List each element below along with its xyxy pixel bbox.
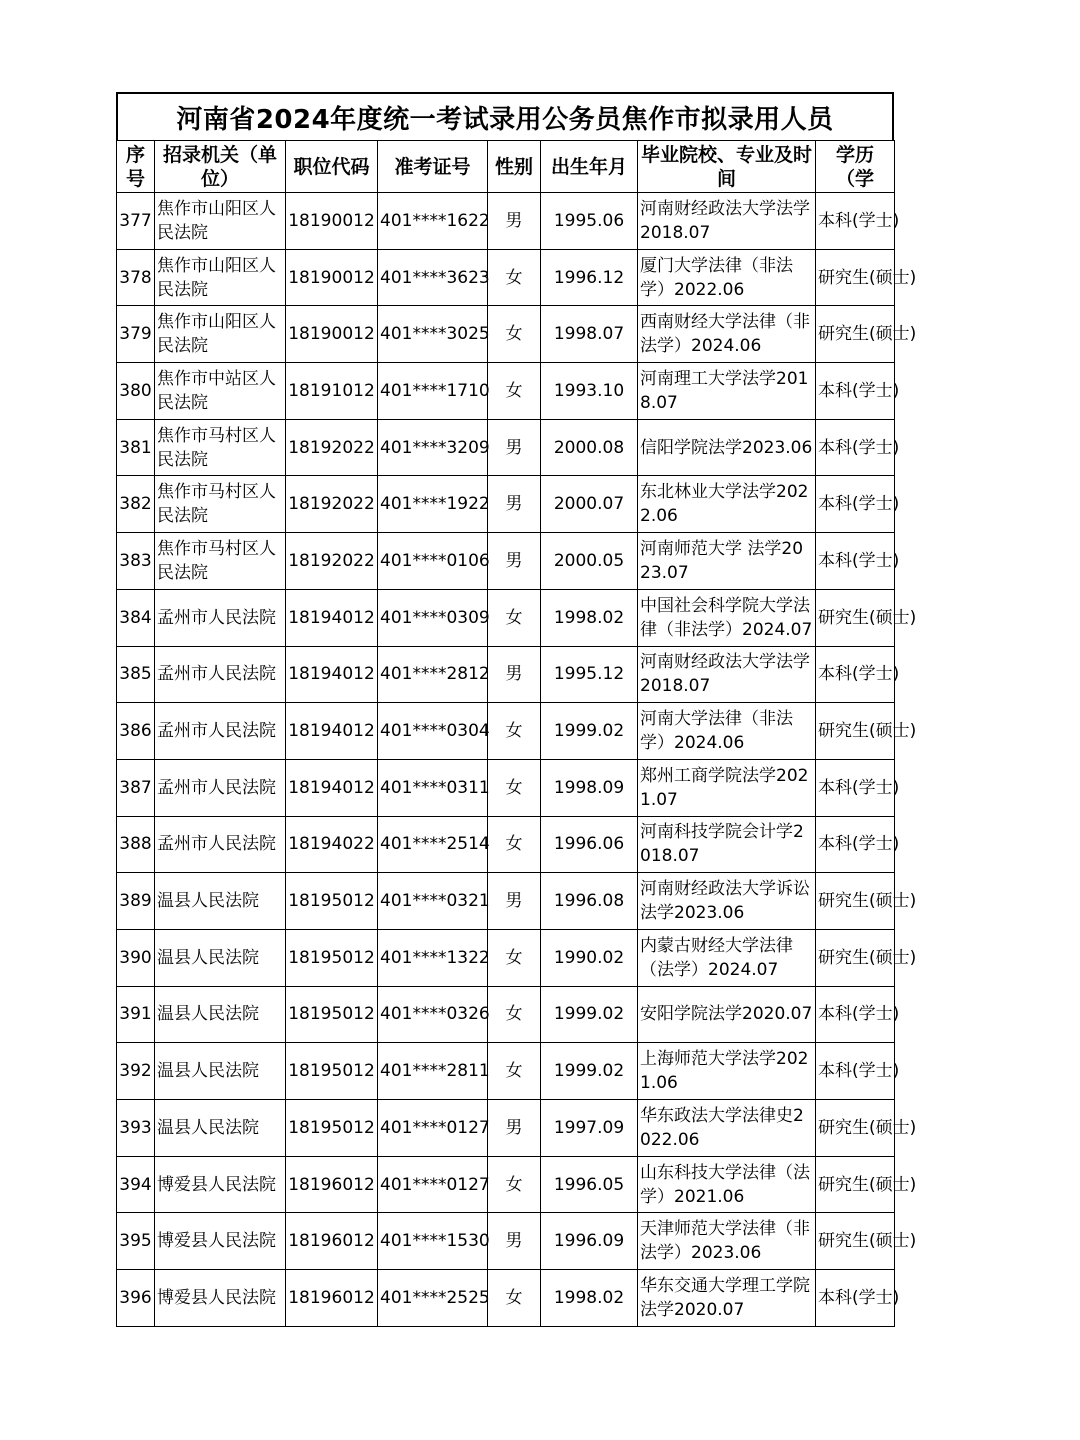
- degree-cell: 本科(学士): [816, 476, 895, 533]
- birth-cell: 1998.02: [541, 589, 638, 646]
- seq-cell: 382: [117, 476, 155, 533]
- gender-cell: 男: [488, 476, 541, 533]
- position-code-cell: 18195012: [286, 986, 378, 1043]
- agency-cell: 温县人民法院: [155, 1100, 286, 1157]
- table-row: [117, 929, 895, 986]
- degree-cell: 本科(学士): [816, 533, 895, 590]
- gender-cell: 女: [488, 589, 541, 646]
- table-row: [117, 1043, 895, 1100]
- table-row: [117, 986, 895, 1043]
- header-degree: 学历（学: [816, 141, 895, 193]
- seq-cell: 395: [117, 1213, 155, 1270]
- seq-cell: 392: [117, 1043, 155, 1100]
- gender-cell: 女: [488, 929, 541, 986]
- position-code-cell: 18196012: [286, 1213, 378, 1270]
- position-code-cell: 18195012: [286, 1043, 378, 1100]
- birth-cell: 1999.02: [541, 1043, 638, 1100]
- degree-cell: 研究生(硕士): [816, 873, 895, 930]
- birth-cell: 1997.09: [541, 1100, 638, 1157]
- seq-cell: 394: [117, 1156, 155, 1213]
- seq-cell: 379: [117, 306, 155, 363]
- table-row: [117, 363, 895, 420]
- gender-cell: 女: [488, 1156, 541, 1213]
- exam-id-cell: 401****1922: [378, 476, 488, 533]
- document-sheet: [116, 92, 917, 1327]
- table-row: [117, 1100, 895, 1157]
- table-row: [117, 589, 895, 646]
- seq-cell: 380: [117, 363, 155, 420]
- agency-cell: 焦作市山阳区人民法院: [155, 193, 286, 250]
- school-cell: 山东科技大学法律（法学）2021.06: [638, 1156, 816, 1213]
- gender-cell: 女: [488, 986, 541, 1043]
- header-exam-id: 准考证号: [378, 141, 488, 193]
- degree-cell: 研究生(硕士): [816, 929, 895, 986]
- birth-cell: 1998.09: [541, 759, 638, 816]
- table-row: [117, 1213, 895, 1270]
- seq-cell: 389: [117, 873, 155, 930]
- agency-cell: 温县人民法院: [155, 986, 286, 1043]
- table-row: [117, 759, 895, 816]
- table-row: [117, 873, 895, 930]
- exam-id-cell: 401****3025: [378, 306, 488, 363]
- exam-id-cell: 401****2811: [378, 1043, 488, 1100]
- degree-cell: 本科(学士): [816, 816, 895, 873]
- seq-cell: 384: [117, 589, 155, 646]
- school-cell: 内蒙古财经大学法律（法学）2024.07: [638, 929, 816, 986]
- agency-cell: 孟州市人民法院: [155, 646, 286, 703]
- position-code-cell: 18195012: [286, 873, 378, 930]
- degree-cell: 本科(学士): [816, 646, 895, 703]
- birth-cell: 1999.02: [541, 986, 638, 1043]
- exam-id-cell: 401****0127: [378, 1100, 488, 1157]
- degree-cell: 研究生(硕士): [816, 1213, 895, 1270]
- exam-id-cell: 401****0321: [378, 873, 488, 930]
- table-row: [117, 476, 895, 533]
- seq-cell: 381: [117, 419, 155, 476]
- birth-cell: 1996.12: [541, 249, 638, 306]
- seq-cell: 378: [117, 249, 155, 306]
- exam-id-cell: 401****3209: [378, 419, 488, 476]
- position-code-cell: 18194012: [286, 759, 378, 816]
- seq-cell: 377: [117, 193, 155, 250]
- birth-cell: 1990.02: [541, 929, 638, 986]
- exam-id-cell: 401****0311: [378, 759, 488, 816]
- exam-id-cell: 401****0106: [378, 533, 488, 590]
- exam-id-cell: 401****1710: [378, 363, 488, 420]
- table-row: [117, 419, 895, 476]
- seq-cell: 390: [117, 929, 155, 986]
- gender-cell: 男: [488, 873, 541, 930]
- birth-cell: 1995.06: [541, 193, 638, 250]
- position-code-cell: 18195012: [286, 1100, 378, 1157]
- agency-cell: 温县人民法院: [155, 1043, 286, 1100]
- birth-cell: 1998.02: [541, 1270, 638, 1327]
- degree-cell: 研究生(硕士): [816, 589, 895, 646]
- position-code-cell: 18196012: [286, 1156, 378, 1213]
- header-seq: 序号: [117, 141, 155, 193]
- agency-cell: 博爱县人民法院: [155, 1156, 286, 1213]
- table-row: [117, 533, 895, 590]
- gender-cell: 男: [488, 193, 541, 250]
- position-code-cell: 18192022: [286, 476, 378, 533]
- exam-id-cell: 401****1622: [378, 193, 488, 250]
- agency-cell: 温县人民法院: [155, 873, 286, 930]
- gender-cell: 女: [488, 816, 541, 873]
- birth-cell: 2000.05: [541, 533, 638, 590]
- birth-cell: 2000.07: [541, 476, 638, 533]
- gender-cell: 女: [488, 759, 541, 816]
- table-row: [117, 816, 895, 873]
- table-row: [117, 249, 895, 306]
- position-code-cell: 18194012: [286, 703, 378, 760]
- gender-cell: 女: [488, 703, 541, 760]
- degree-cell: 研究生(硕士): [816, 1156, 895, 1213]
- birth-cell: 2000.08: [541, 419, 638, 476]
- agency-cell: 博爱县人民法院: [155, 1213, 286, 1270]
- school-cell: 信阳学院法学2023.06: [638, 419, 816, 476]
- hiring-table: [116, 140, 917, 1327]
- header-agency: 招录机关（单位）: [155, 141, 286, 193]
- gender-cell: 女: [488, 249, 541, 306]
- birth-cell: 1996.09: [541, 1213, 638, 1270]
- seq-cell: 386: [117, 703, 155, 760]
- school-cell: 河南财经政法大学诉讼法学2023.06: [638, 873, 816, 930]
- header-school: 毕业院校、专业及时间: [638, 141, 816, 193]
- position-code-cell: 18194022: [286, 816, 378, 873]
- position-code-cell: 18191012: [286, 363, 378, 420]
- exam-id-cell: 401****0309: [378, 589, 488, 646]
- gender-cell: 女: [488, 306, 541, 363]
- header-birth: 出生年月: [541, 141, 638, 193]
- gender-cell: 男: [488, 646, 541, 703]
- agency-cell: 焦作市马村区人民法院: [155, 419, 286, 476]
- gender-cell: 男: [488, 1100, 541, 1157]
- agency-cell: 博爱县人民法院: [155, 1270, 286, 1327]
- degree-cell: 本科(学士): [816, 1043, 895, 1100]
- position-code-cell: 18192022: [286, 533, 378, 590]
- exam-id-cell: 401****1530: [378, 1213, 488, 1270]
- degree-cell: 研究生(硕士): [816, 306, 895, 363]
- position-code-cell: 18194012: [286, 646, 378, 703]
- table-row: [117, 1270, 895, 1327]
- exam-id-cell: 401****3623: [378, 249, 488, 306]
- seq-cell: 396: [117, 1270, 155, 1327]
- exam-id-cell: 401****0326: [378, 986, 488, 1043]
- header-gender: 性别: [488, 141, 541, 193]
- degree-cell: 本科(学士): [816, 363, 895, 420]
- exam-id-cell: 401****2514: [378, 816, 488, 873]
- birth-cell: 1995.12: [541, 646, 638, 703]
- school-cell: 安阳学院法学2020.07: [638, 986, 816, 1043]
- position-code-cell: 18190012: [286, 193, 378, 250]
- birth-cell: 1999.02: [541, 703, 638, 760]
- gender-cell: 女: [488, 1043, 541, 1100]
- seq-cell: 393: [117, 1100, 155, 1157]
- agency-cell: 孟州市人民法院: [155, 703, 286, 760]
- exam-id-cell: 401****2525: [378, 1270, 488, 1327]
- agency-cell: 孟州市人民法院: [155, 816, 286, 873]
- table-body: [117, 193, 917, 1327]
- birth-cell: 1998.07: [541, 306, 638, 363]
- gender-cell: 女: [488, 363, 541, 420]
- agency-cell: 焦作市马村区人民法院: [155, 476, 286, 533]
- degree-cell: 本科(学士): [816, 419, 895, 476]
- school-cell: 河南财经政法大学法学2018.07: [638, 193, 816, 250]
- seq-cell: 383: [117, 533, 155, 590]
- exam-id-cell: 401****2812: [378, 646, 488, 703]
- position-code-cell: 18190012: [286, 249, 378, 306]
- position-code-cell: 18195012: [286, 929, 378, 986]
- agency-cell: 焦作市中站区人民法院: [155, 363, 286, 420]
- degree-cell: 本科(学士): [816, 759, 895, 816]
- table-row: [117, 193, 895, 250]
- table-row: [117, 1156, 895, 1213]
- school-cell: 河南财经政法大学法学2018.07: [638, 646, 816, 703]
- birth-cell: 1996.05: [541, 1156, 638, 1213]
- agency-cell: 孟州市人民法院: [155, 589, 286, 646]
- gender-cell: 男: [488, 419, 541, 476]
- agency-cell: 温县人民法院: [155, 929, 286, 986]
- position-code-cell: 18190012: [286, 306, 378, 363]
- school-cell: 中国社会科学院大学法律（非法学）2024.07: [638, 589, 816, 646]
- school-cell: 西南财经大学法律（非法学）2024.06: [638, 306, 816, 363]
- gender-cell: 男: [488, 533, 541, 590]
- table-row: [117, 703, 895, 760]
- school-cell: 天津师范大学法律（非法学）2023.06: [638, 1213, 816, 1270]
- school-cell: 河南理工大学法学2018.07: [638, 363, 816, 420]
- agency-cell: 孟州市人民法院: [155, 759, 286, 816]
- agency-cell: 焦作市山阳区人民法院: [155, 306, 286, 363]
- degree-cell: 本科(学士): [816, 1270, 895, 1327]
- school-cell: 厦门大学法律（非法学）2022.06: [638, 249, 816, 306]
- birth-cell: 1993.10: [541, 363, 638, 420]
- header-position-code: 职位代码: [286, 141, 378, 193]
- position-code-cell: 18192022: [286, 419, 378, 476]
- degree-cell: 研究生(硕士): [816, 249, 895, 306]
- exam-id-cell: 401****1322: [378, 929, 488, 986]
- degree-cell: 本科(学士): [816, 986, 895, 1043]
- school-cell: 河南师范大学 法学2023.07: [638, 533, 816, 590]
- agency-cell: 焦作市马村区人民法院: [155, 533, 286, 590]
- school-cell: 上海师范大学法学2021.06: [638, 1043, 816, 1100]
- degree-cell: 研究生(硕士): [816, 1100, 895, 1157]
- degree-cell: 本科(学士): [816, 193, 895, 250]
- birth-cell: 1996.06: [541, 816, 638, 873]
- document-title: 河南省2024年度统一考试录用公务员焦作市拟录用人员: [116, 92, 894, 140]
- gender-cell: 男: [488, 1213, 541, 1270]
- table-row: [117, 646, 895, 703]
- agency-cell: 焦作市山阳区人民法院: [155, 249, 286, 306]
- seq-cell: 388: [117, 816, 155, 873]
- school-cell: 河南科技学院会计学2018.07: [638, 816, 816, 873]
- exam-id-cell: 401****0127: [378, 1156, 488, 1213]
- school-cell: 河南大学法律（非法学）2024.06: [638, 703, 816, 760]
- exam-id-cell: 401****0304: [378, 703, 488, 760]
- gender-cell: 女: [488, 1270, 541, 1327]
- header-row: [117, 141, 895, 193]
- school-cell: 华东政法大学法律史2022.06: [638, 1100, 816, 1157]
- school-cell: 郑州工商学院法学2021.07: [638, 759, 816, 816]
- school-cell: 华东交通大学理工学院法学2020.07: [638, 1270, 816, 1327]
- birth-cell: 1996.08: [541, 873, 638, 930]
- school-cell: 东北林业大学法学2022.06: [638, 476, 816, 533]
- seq-cell: 391: [117, 986, 155, 1043]
- position-code-cell: 18196012: [286, 1270, 378, 1327]
- table-row: [117, 306, 895, 363]
- position-code-cell: 18194012: [286, 589, 378, 646]
- seq-cell: 387: [117, 759, 155, 816]
- seq-cell: 385: [117, 646, 155, 703]
- degree-cell: 研究生(硕士): [816, 703, 895, 760]
